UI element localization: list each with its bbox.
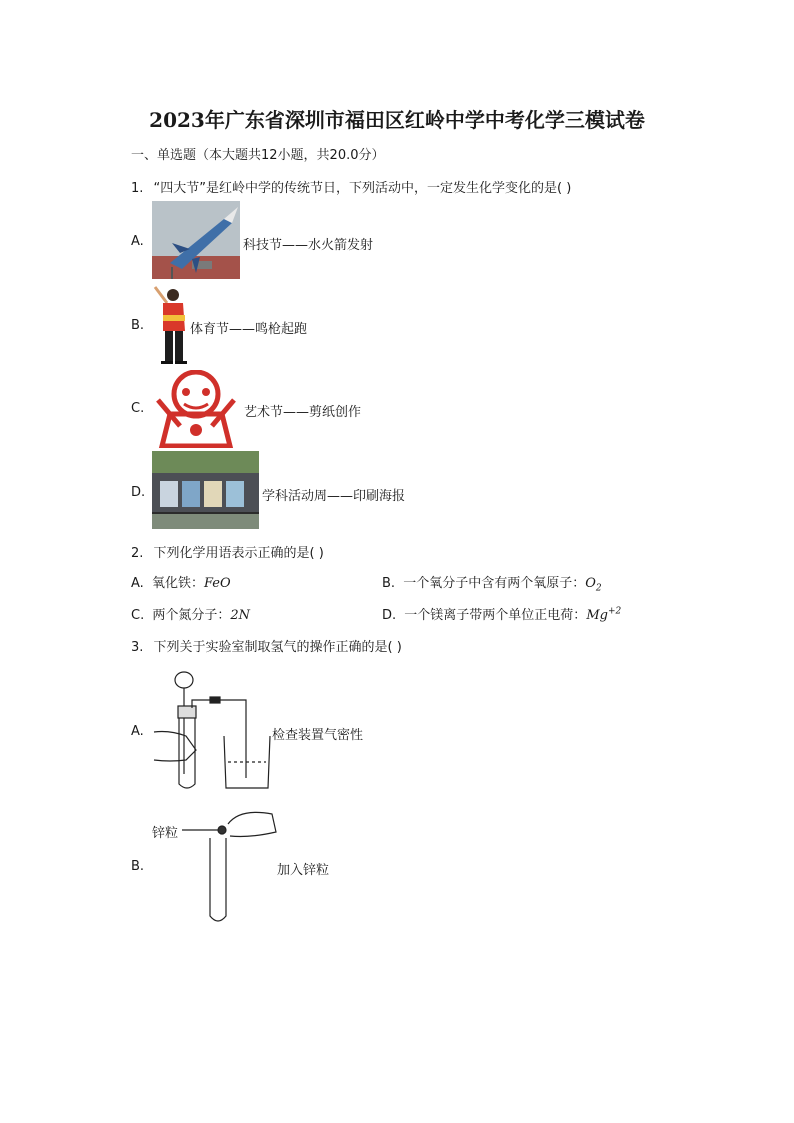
option-letter: A. (131, 724, 144, 739)
q2-option-d (382, 604, 621, 623)
option-text: 科技节——水火箭发射 (243, 238, 374, 253)
option-text: 检查装置气密性 (272, 728, 364, 743)
option-text: 一个镁离子带两个单位正电荷： (404, 608, 587, 623)
option-letter: C. (131, 401, 145, 416)
option-letter: B. (382, 576, 396, 591)
question-2-stem (131, 542, 324, 561)
formula: FeO (203, 576, 231, 591)
paper-cut-art (150, 370, 242, 448)
q2-option-c (131, 604, 250, 623)
formula-superscript: +2 (607, 606, 622, 617)
question-3-stem (131, 636, 402, 655)
water-rocket-photo (152, 201, 240, 279)
option-letter: A. (131, 234, 144, 249)
option-text: 艺术节——剪纸创作 (244, 405, 362, 420)
question-number: 1. (131, 181, 144, 196)
option-text: 两个氮分子： (152, 608, 231, 623)
option-letter: B. (131, 859, 145, 874)
option-letter: D. (382, 608, 397, 623)
formula: 2N (230, 608, 251, 623)
option-letter: A. (131, 576, 144, 591)
starter-pistol-photo (151, 285, 189, 365)
formula-subscript: 2 (595, 583, 602, 594)
q2-option-b (382, 572, 602, 594)
question-1-stem (131, 177, 571, 196)
question-text: “四大节”是红岭中学的传统节日，下列活动中，一定发生化学变化的是( ) (153, 181, 572, 196)
adding-zinc-diagram (180, 804, 280, 926)
page-title: 2023年广东省深圳市福田区红岭中学中考化学三模试卷 (149, 108, 645, 132)
option-text: 学科活动周——印刷海报 (262, 489, 406, 504)
zinc-label: 锌粒 (152, 826, 179, 841)
option-letter: B. (131, 318, 145, 333)
question-number: 3. (131, 640, 144, 655)
section-header: 一、单选题（本大题共12小题，共20.0分） (131, 148, 385, 163)
question-text: 下列化学用语表示正确的是( ) (153, 546, 324, 561)
airtightness-apparatus (150, 666, 280, 792)
question-text: 下列关于实验室制取氢气的操作正确的是( ) (153, 640, 402, 655)
poster-board-photo (152, 451, 259, 529)
q2-option-a (131, 572, 231, 591)
formula: O (585, 576, 596, 591)
option-text: 氧化铁： (151, 576, 204, 591)
option-letter: D. (131, 485, 146, 500)
formula: Mg (586, 608, 608, 623)
option-text: 体育节——鸣枪起跑 (190, 322, 308, 337)
question-number: 2. (131, 546, 144, 561)
option-letter: C. (131, 608, 145, 623)
option-text: 一个氧分子中含有两个氧原子： (403, 576, 586, 591)
option-text: 加入锌粒 (277, 863, 330, 878)
